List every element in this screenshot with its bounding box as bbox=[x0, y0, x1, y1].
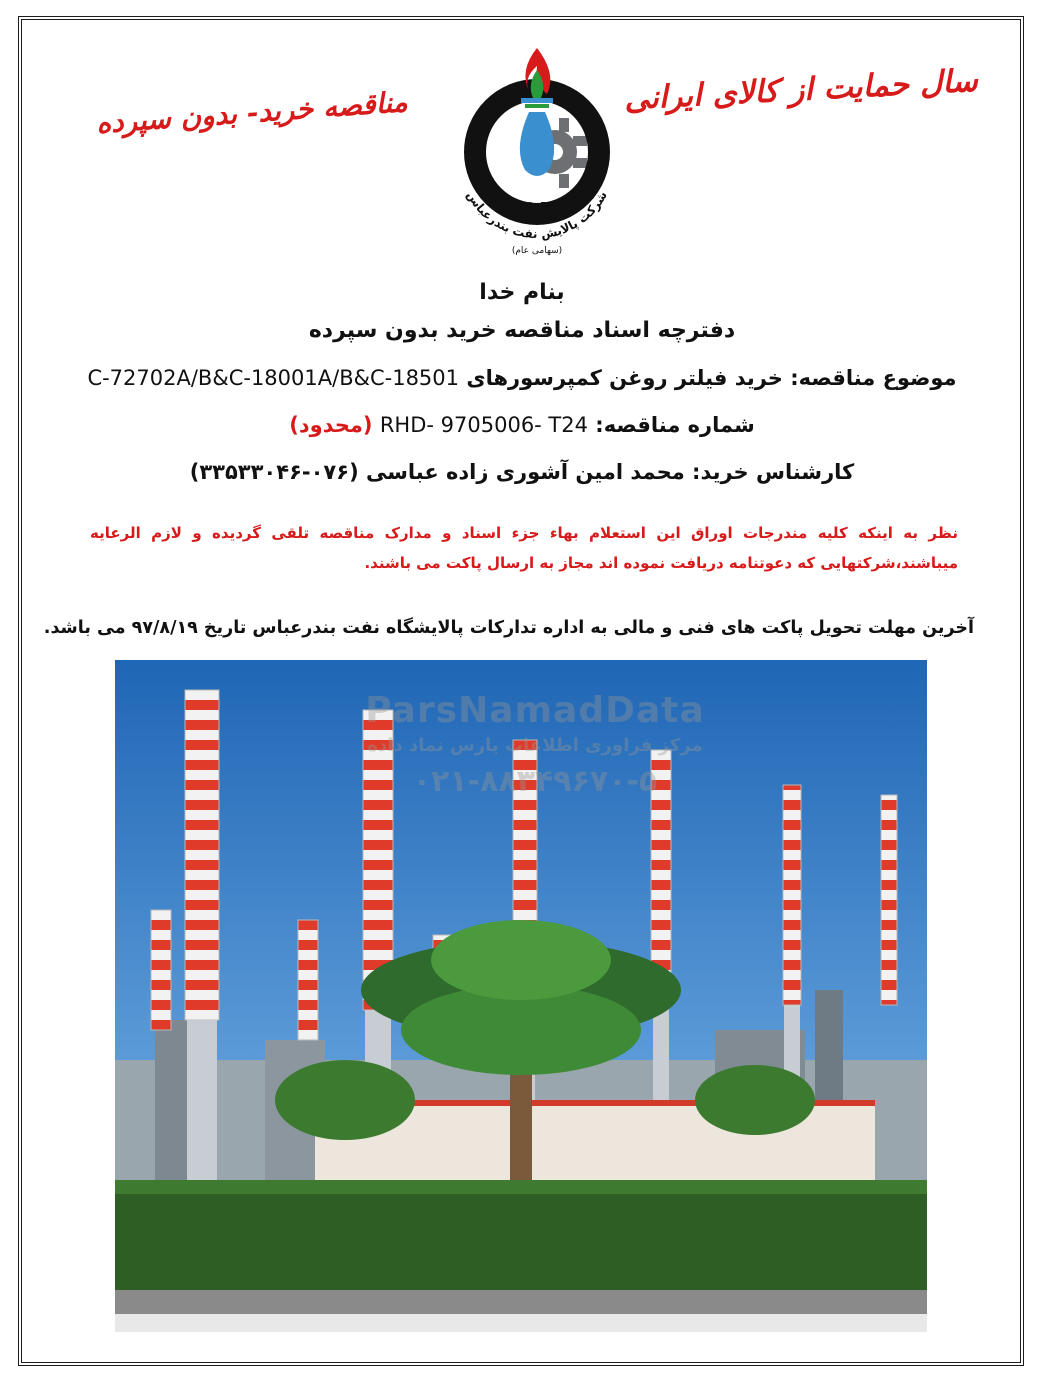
tender-number-label: شماره مناقصه: bbox=[595, 413, 755, 437]
purchasing-expert: کارشناس خرید: محمد امین آشوری زاده عباسی (۰۷۶-۳۳۵۳۳۰۴۶) bbox=[189, 460, 855, 484]
tender-type-slogan: مناقصه خرید- بدون سپرده bbox=[95, 85, 409, 140]
tender-number bbox=[60, 413, 984, 437]
logo-company-type: (سهامی عام) bbox=[511, 246, 563, 256]
watermark-phone: ۰۲۱-۸۸۳۴۹۶۷۰-۵ bbox=[412, 764, 658, 799]
tender-subject bbox=[60, 366, 984, 390]
company-logo bbox=[437, 40, 637, 260]
deadline-statement: آخرین مهلت تحویل پاکت های فنی و مالی به اداره تدارکات پالایشگاه نفت بندرعباس تاریخ ۹۷/۸/۱۹ می باشد. bbox=[43, 618, 974, 638]
notice-paragraph: نظر به اینکه کلیه مندرجات اوراق این استعلام بهاء جزء اسناد و مدارک مناقصه تلقی گردیده و لازم الرعایه میباشند،شرکتهایی که دعوتنامه دریافت نموده اند مجاز به ارسال پاکت می باشند. bbox=[90, 524, 958, 572]
tender-subject-label: موضوع مناقصه: خرید فیلتر روغن کمپرسورهای bbox=[466, 366, 957, 390]
watermark-brand: ParsNamadData bbox=[365, 690, 705, 731]
tender-restricted-flag: (محدود) bbox=[289, 413, 373, 437]
watermark-subtitle: مرکز فراوری اطلاعات پارس نماد داده bbox=[367, 735, 703, 756]
year-slogan: سال حمایت از کالای ایرانی bbox=[623, 62, 979, 118]
tender-number-value: RHD- 9705006- T24 bbox=[379, 413, 588, 437]
document-title: دفترچه اسناد مناقصه خرید بدون سپرده bbox=[308, 318, 736, 343]
bismillah-heading: بنام خدا bbox=[479, 280, 565, 305]
logo-abbreviation: B.O.R.C bbox=[509, 201, 565, 216]
logo-company-name: شرکت پالایش نفت بندرعباس bbox=[463, 188, 610, 242]
tender-subject-code: C-72702A/B&C-18001A/B&C-18501 bbox=[87, 366, 460, 390]
refinery-photo bbox=[115, 660, 927, 1332]
